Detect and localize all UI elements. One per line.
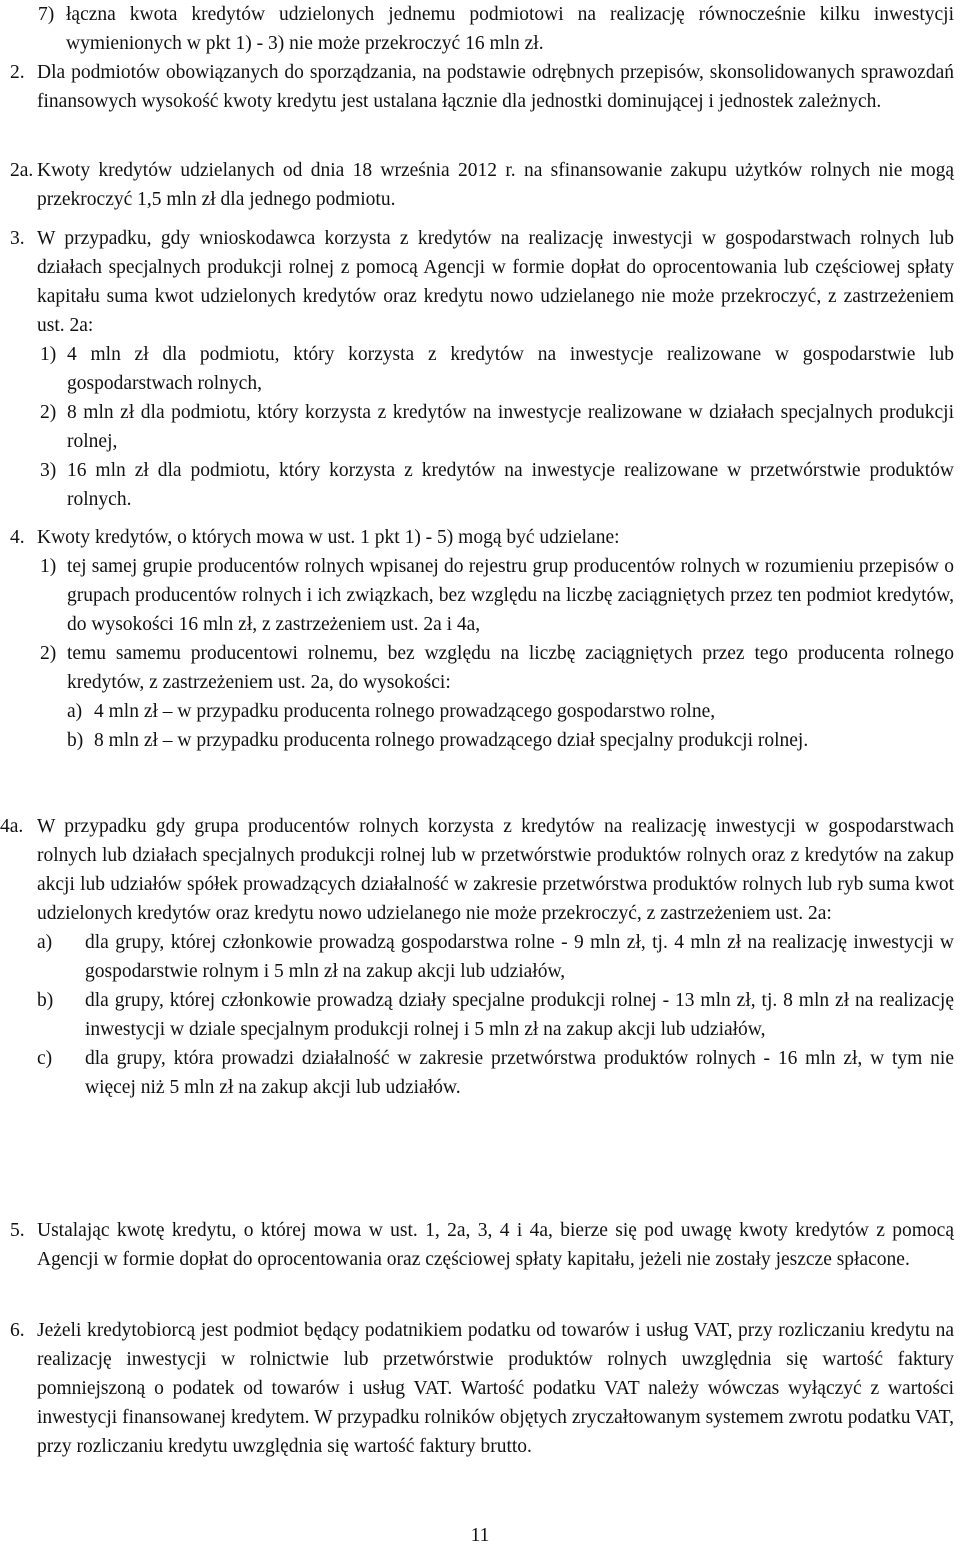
list-item [0,928,960,986]
paragraph-4 [0,523,960,755]
sub-list-item [0,726,960,755]
list-item-number: 2) [40,643,57,664]
list-item [0,552,960,639]
paragraph-number: 5. [10,1220,25,1241]
list-item [0,986,960,1044]
paragraph-number: 3. [10,228,25,249]
list-item [0,398,960,456]
list-item-text: tej samej grupie producentów rolnych wpisanej do rejestru grup producentów rolnych w rozumieniu przepisów o grupach producentów rolnych i ich związkach, bez względu na liczbę zaciągniętych przez ten podmiot kredytów, do wysokości 16 mln zł, z zastrzeżeniem ust. 2a i 4a, [67,556,954,635]
list-item-text: temu samemu producentowi rolnemu, bez względu na liczbę zaciągniętych przez tego producenta rolnego kredytów, z zastrzeżeniem ust. 2a, do wysokości: [67,643,954,693]
paragraph-2 [0,58,960,116]
list-item-text: 4 mln zł dla podmiotu, który korzysta z kredytów na inwestycje realizowane w gospodarstwie lub gospodarstwach rolnych, [67,344,954,394]
list-item-text: dla grupy, której członkowie prowadzą działy specjalne produkcji rolnej - 13 mln zł, tj. 8 mln zł na realizację inwestycji w dziale specjalnym produkcji rolnej i 5 mln zł na zakup akcji lub udziałów, [85,990,954,1040]
paragraph-text: Jeżeli kredytobiorcą jest podmiot będący podatnikiem podatku od towarów i usług VAT, przy rozliczaniu kredytu na realizację inwestycji w rolnictwie lub przetwórstwie produktów rolnych uwzględnia się wartość faktury pomniejszoną o podatek od towarów i usług VAT. Wartość podatku VAT należy wówczas wyłączyć z wartości inwestycji finansowanej kredytem. W przypadku rolników objętych zryczałtowanym systemem zwrotu podatku VAT, przy rozliczaniu kredytu uwzględnia się wartość faktury brutto. [37,1320,954,1457]
list-item-letter: b) [37,990,54,1011]
list-item [0,456,960,514]
page-number: 11 [470,1525,490,1546]
paragraph-7 [0,0,960,58]
paragraph-4a [0,812,960,1102]
sub-list-item-letter: b) [67,730,84,751]
paragraph-text: Kwoty kredytów, o których mowa w ust. 1 pkt 1) - 5) mogą być udzielane: [37,527,620,548]
list-item-number: 1) [40,344,57,365]
paragraph-number: 7) [38,4,55,25]
paragraph-6 [0,1316,960,1461]
list-item [0,1044,960,1102]
paragraph-number: 4. [10,527,25,548]
paragraph-2a [0,156,960,214]
paragraph-text: W przypadku, gdy wnioskodawca korzysta z kredytów na realizację inwestycji w gospodarstwach rolnych lub działach specjalnych produkcji rolnej z pomocą Agencji w formie dopłat do oprocentowania lub częściowej spłaty kapitału suma kwot udzielonych kredytów oraz kredytu nowo udzielanego nie może przekroczyć, z zastrzeżeniem ust. 2a: [37,228,954,336]
paragraph-number: 2. [10,62,25,83]
sub-list-item-text: 4 mln zł – w przypadku producenta rolnego prowadzącego gospodarstwo rolne, [94,701,716,722]
list-item-text: dla grupy, której członkowie prowadzą gospodarstwa rolne - 9 mln zł, tj. 4 mln zł na realizację inwestycji w gospodarstwie rolnym i 5 mln zł na zakup akcji lub udziałów, [85,932,954,982]
sub-list-item [0,697,960,726]
list-item-number: 2) [40,402,57,423]
paragraph-number: 2a. [10,160,34,181]
sub-list-item-letter: a) [67,701,83,722]
paragraph-text: Kwoty kredytów udzielanych od dnia 18 września 2012 r. na sfinansowanie zakupu użytków rolnych nie mogą przekroczyć 1,5 mln zł dla jednego podmiotu. [37,160,954,210]
paragraph-text: łączna kwota kredytów udzielonych jednemu podmiotowi na realizację równocześnie kilku inwestycji wymienionych w pkt 1) - 3) nie może przekroczyć 16 mln zł. [66,4,954,54]
paragraph-text: Ustalając kwotę kredytu, o której mowa w ust. 1, 2a, 3, 4 i 4a, bierze się pod uwagę kwoty kredytów z pomocą Agencji w formie dopłat do oprocentowania oraz częściowej spłaty kapitału, jeżeli nie zostały jeszcze spłacone. [37,1220,954,1270]
paragraph-5 [0,1216,960,1274]
list-item-text: dla grupy, która prowadzi działalność w zakresie przetwórstwa produktów rolnych - 16 mln zł, w tym nie więcej niż 5 mln zł na zakup akcji lub udziałów. [85,1048,954,1098]
list-item [0,639,960,697]
paragraph-text: Dla podmiotów obowiązanych do sporządzania, na podstawie odrębnych przepisów, skonsolidowanych sprawozdań finansowych wysokość kwoty kredytu jest ustalana łącznie dla jednostki dominującej i jednostek zależnych. [37,62,954,112]
list-item-number: 3) [40,460,57,481]
list-item-letter: c) [37,1048,53,1069]
paragraph-number: 6. [10,1320,25,1341]
sub-list-item-text: 8 mln zł – w przypadku producenta rolnego prowadzącego dział specjalny produkcji rolnej. [94,730,809,751]
list-item-number: 1) [40,556,57,577]
list-item-text: 16 mln zł dla podmiotu, który korzysta z kredytów na inwestycje realizowane w przetwórstwie produktów rolnych. [67,460,954,510]
paragraph-number: 4a. [0,816,24,837]
list-item-text: 8 mln zł dla podmiotu, który korzysta z kredytów na inwestycje realizowane w działach specjalnych produkcji rolnej, [67,402,954,452]
paragraph-3 [0,224,960,514]
paragraph-text: W przypadku gdy grupa producentów rolnych korzysta z kredytów na realizację inwestycji w gospodarstwach rolnych lub działach specjalnych produkcji rolnej lub w przetwórstwie produktów rolnych oraz z kredytów na zakup akcji lub udziałów spółek prowadzących działalność w zakresie przetwórstwa produktów rolnych lub ryb suma kwot udzielonych kredytów oraz kredytu nowo udzielanego nie może przekroczyć, z zastrzeżeniem ust. 2a: [37,816,954,924]
list-item-letter: a) [37,932,53,953]
list-item [0,340,960,398]
